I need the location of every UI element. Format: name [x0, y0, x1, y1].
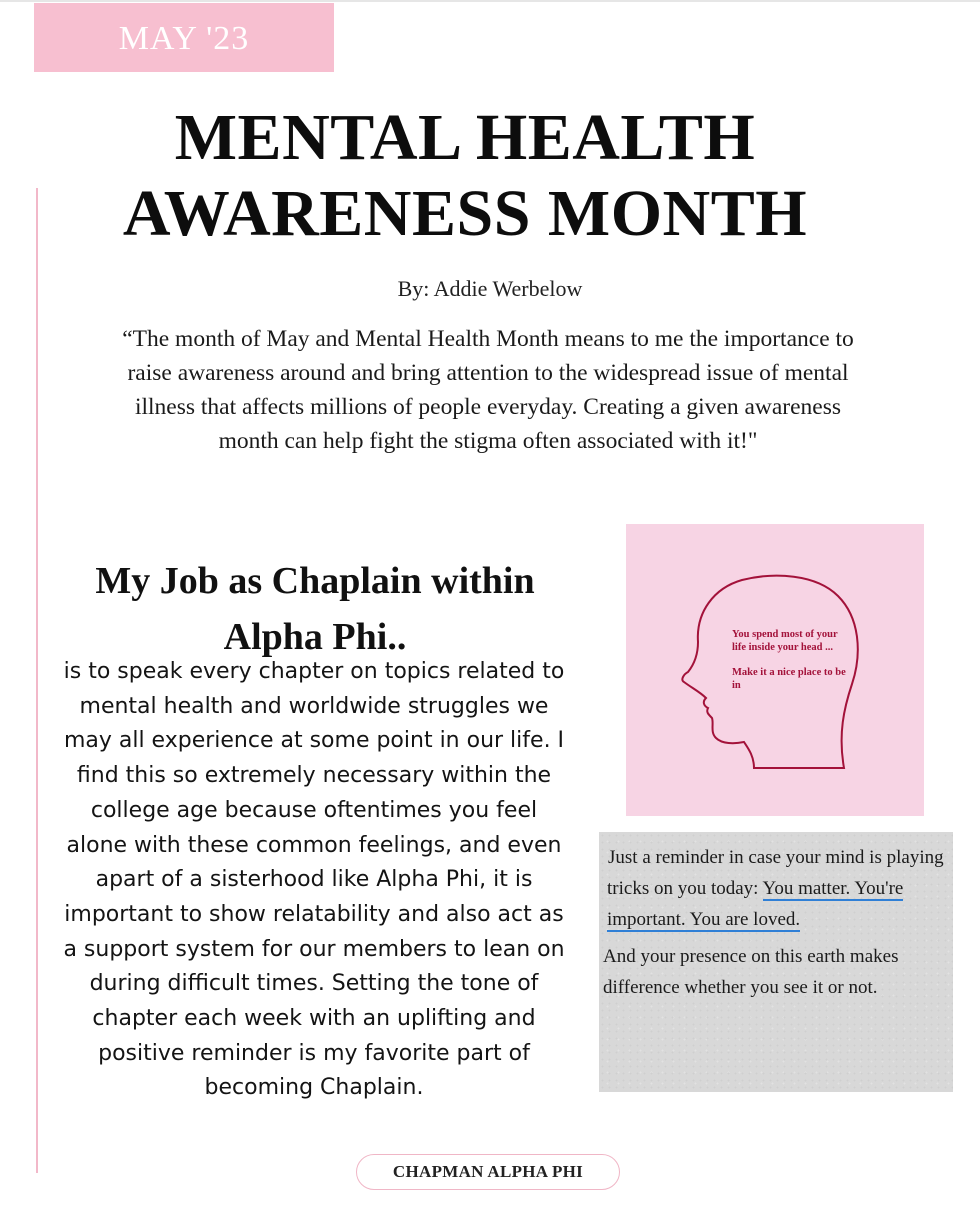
reminder-intro: Just a reminder in case your mind is playing tricks on you today: [607, 847, 944, 899]
reminder-note-text [603, 842, 951, 1003]
reminder-closing: And your presence on this earth makes difference whether you see it or not. [603, 946, 899, 998]
top-divider [0, 0, 980, 2]
left-accent-rule [36, 188, 38, 1173]
page-title: MENTAL HEALTH AWARENESS MONTH [122, 101, 808, 250]
head-quote-card [626, 524, 924, 816]
footer-badge: CHAPMAN ALPHA PHI [356, 1154, 620, 1190]
head-card-text [732, 629, 852, 692]
author-byline: By: Addie Werbelow [397, 276, 583, 301]
section-body: is to speak every chapter on topics related to mental health and worldwide struggles we may all experience at some point in our life. I find this so extremely necessary within the college age because oftentimes you feel alone with these common feelings, and even apart of a sisterhood like Alpha Phi, it is important to show relatability and also act as a support system for our members to lean on during difficult times. Setting the tone of chapter each week with an uplifting and positive reminder is my favorite part of becoming Chaplain. [63, 659, 565, 1101]
head-card-line2: Make it a nice place to be in [732, 667, 846, 691]
date-tag: MAY '23 [34, 3, 334, 72]
pull-quote: “The month of May and Mental Health Month means to me the importance to raise awareness around and bring attention to the widespread issue of mental illness that affects millions of people everyday. Creating a given awareness month can help fight the stigma often associated with it!" [122, 326, 854, 454]
reminder-note-card [599, 832, 953, 1092]
head-card-line1: You spend most of your life inside your head ... [732, 629, 838, 653]
section-heading: My Job as Chaplain within Alpha Phi.. [95, 560, 535, 658]
reminder-highlight: You matter. You're important. You are loved. [607, 878, 904, 930]
